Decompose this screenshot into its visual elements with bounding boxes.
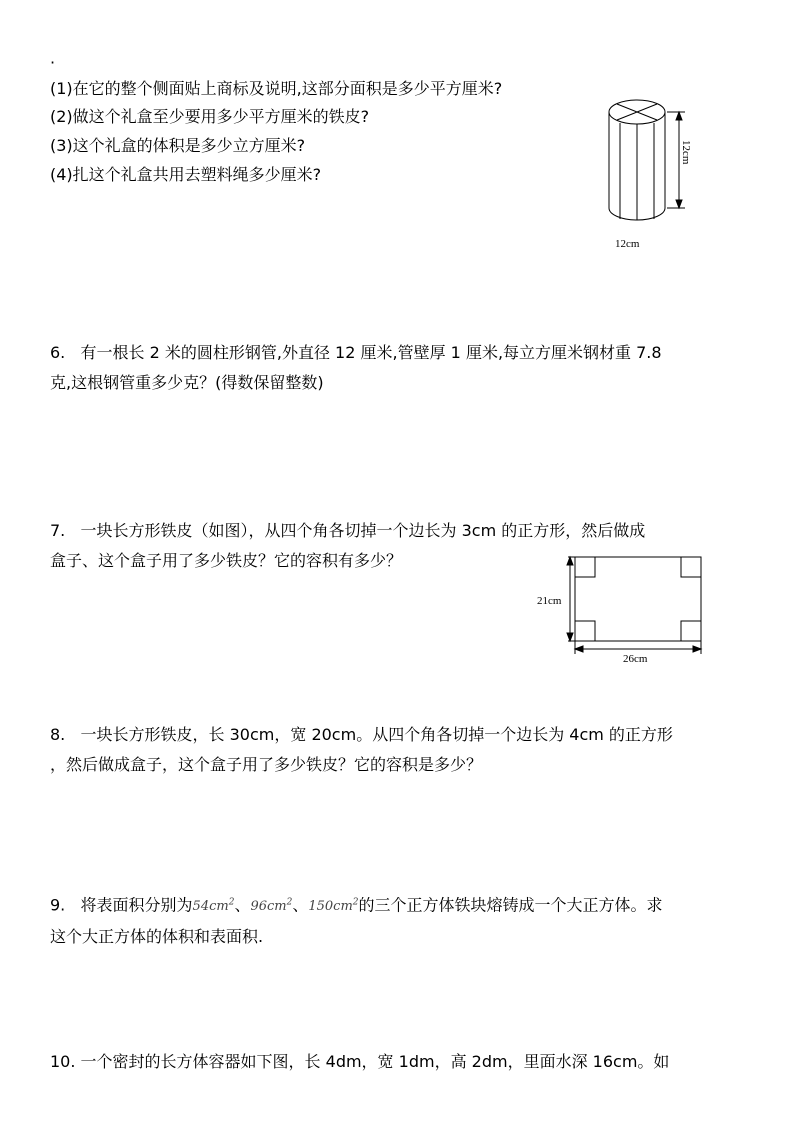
question-10 <box>50 1047 750 1077</box>
q7-line1: 一块长方形铁皮（如图），从四个角各切掉一个边长为 3cm 的正方形，然后做成 <box>80 521 646 540</box>
q5-sub1: (1)在它的整个侧面贴上商标及说明,这部分面积是多少平方厘米? <box>50 79 503 98</box>
q9-line2: 这个大正方体的体积和表面积. <box>50 927 264 947</box>
q6-line2: 克,这根钢管重多少克？(得数保留整数) <box>50 373 324 392</box>
sheet-figure <box>530 550 710 670</box>
q8-line2: ，然后做成盒子，这个盒子用了多少铁皮？它的容积是多少？ <box>50 755 483 774</box>
q9-separator: 、 <box>234 895 251 915</box>
q9-number: 9. <box>50 895 66 915</box>
q7-line2: 盒子、这个盒子用了多少铁皮？它的容积有多少？ <box>50 551 403 570</box>
q5-sub2: (2)做这个礼盒至少要用多少平方厘米的铁皮? <box>50 107 370 126</box>
sheet-rectangle <box>575 557 701 641</box>
q10-number: 10. <box>50 1052 76 1071</box>
height-label: 21cm <box>537 595 562 607</box>
height-label: 12cm <box>680 140 692 165</box>
q8-line1: 一块长方形铁皮，长 30cm，宽 20cm。从四个角各切掉一个边长为 4cm 的正方形 <box>80 725 673 744</box>
question-9 <box>50 888 750 952</box>
cylinder-figure <box>595 90 705 255</box>
q9-area2: $96cm^2$ <box>250 898 293 915</box>
height-dimension <box>567 557 575 641</box>
page-mark: · <box>50 53 56 72</box>
q5-sub4: (4)扎这个礼盒共用去塑料绳多少厘米? <box>50 165 322 184</box>
q9-prefix: 将表面积分别为 <box>80 895 193 915</box>
q7-number: 7. <box>50 521 66 540</box>
q6-number: 6. <box>50 343 66 362</box>
question-6 <box>50 338 750 398</box>
cylinder-body <box>609 100 665 220</box>
q5-sub3: (3)这个礼盒的体积是多少立方厘米? <box>50 136 306 155</box>
q8-number: 8. <box>50 725 66 744</box>
q9-area3: $150cm^2$ <box>308 898 359 915</box>
q9-area1: $54cm^2$ <box>192 898 235 915</box>
q10-line1: 一个密封的长方体容器如下图，长 4dm，宽 1dm，高 2dm，里面水深 16cm。如 <box>80 1052 670 1071</box>
q6-line1: 有一根长 2 米的圆柱形钢管,外直径 12 厘米,管壁厚 1 厘米,每立方厘米钢材重 7.8 <box>80 343 662 362</box>
question-8 <box>50 720 750 780</box>
width-label: 26cm <box>623 653 648 665</box>
q9-suffix: 的三个正方体铁块熔铸成一个大正方体。求 <box>358 895 663 915</box>
q9-separator: 、 <box>292 895 309 915</box>
diameter-label: 12cm <box>615 238 640 250</box>
